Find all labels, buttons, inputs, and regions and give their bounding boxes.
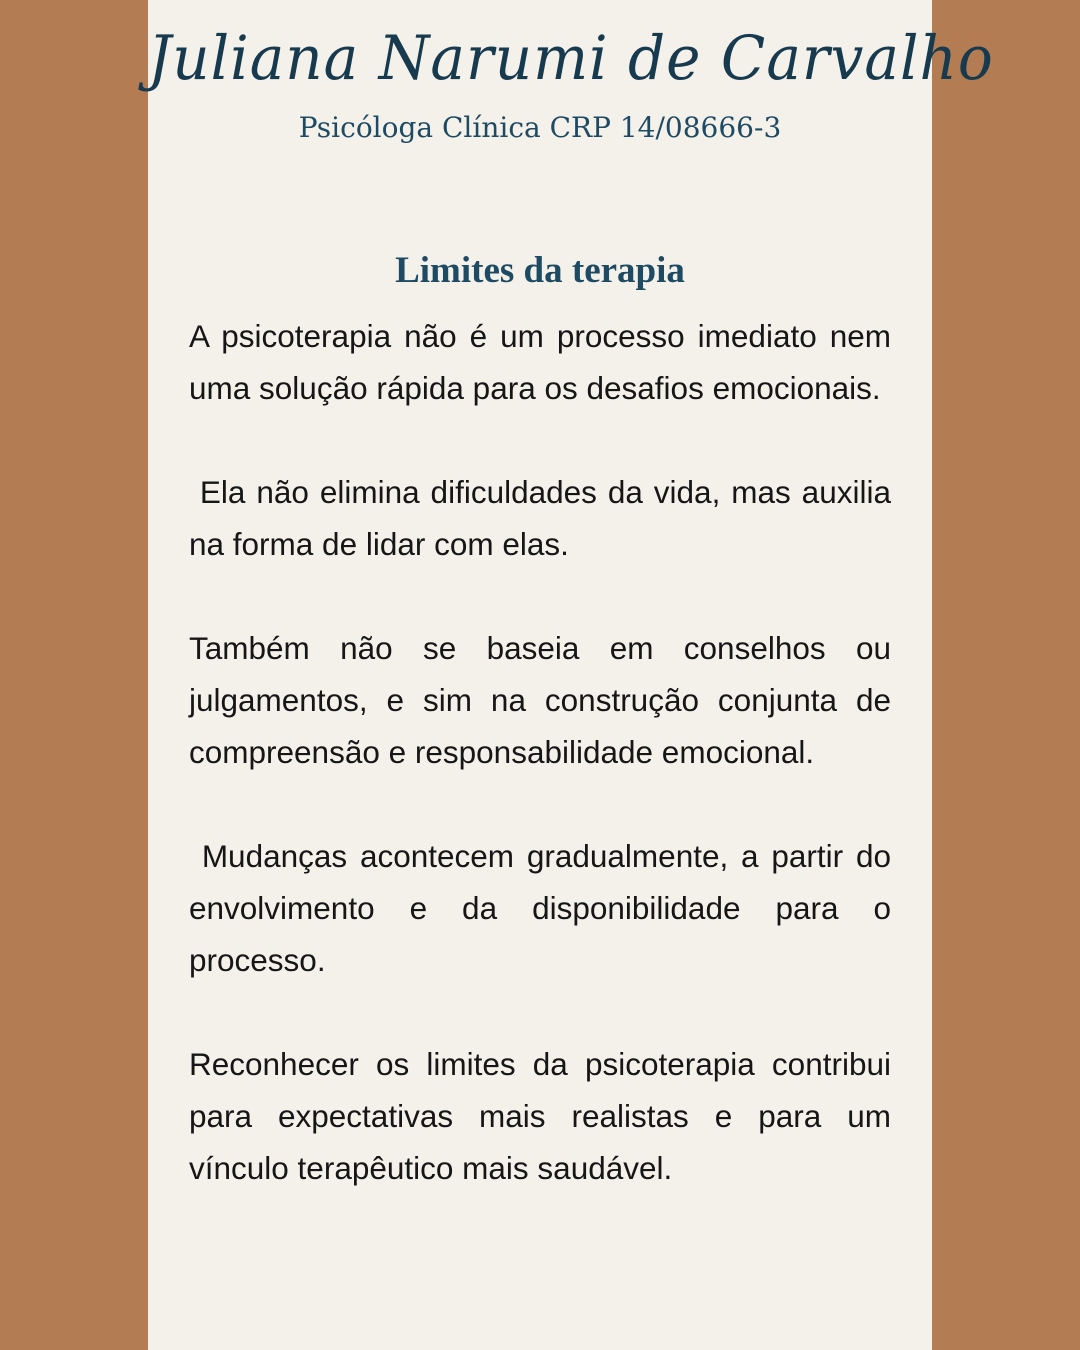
paragraph-1: A psicoterapia não é um processo imediato nem uma solução rápida para os desafios emocionais. (189, 318, 900, 406)
paragraph-2: Ela não elimina dificuldades da vida, mas auxilia na forma de lidar com elas. (189, 474, 900, 562)
paragraph-5: Reconhecer os limites da psicoterapia contribui para expectativas mais realistas e para um vínculo terapêutico mais saudável. (189, 1046, 900, 1186)
professional-subtitle: Psicóloga Clínica CRP 14/08666-3 (298, 111, 782, 144)
signature-logo: Juliana Narumi de Carvalho (148, 22, 994, 94)
page-title: Limites da terapia (395, 250, 685, 291)
content-panel (148, 0, 994, 1350)
paragraph-3: Também não se baseia em conselhos ou julgamentos, e sim na construção conjunta de compreensão e responsabilidade emocional. (189, 630, 900, 770)
body-text (189, 310, 900, 1194)
paragraph-4: Mudanças acontecem gradualmente, a partir do envolvimento e da disponibilidade para o processo. (189, 838, 900, 978)
